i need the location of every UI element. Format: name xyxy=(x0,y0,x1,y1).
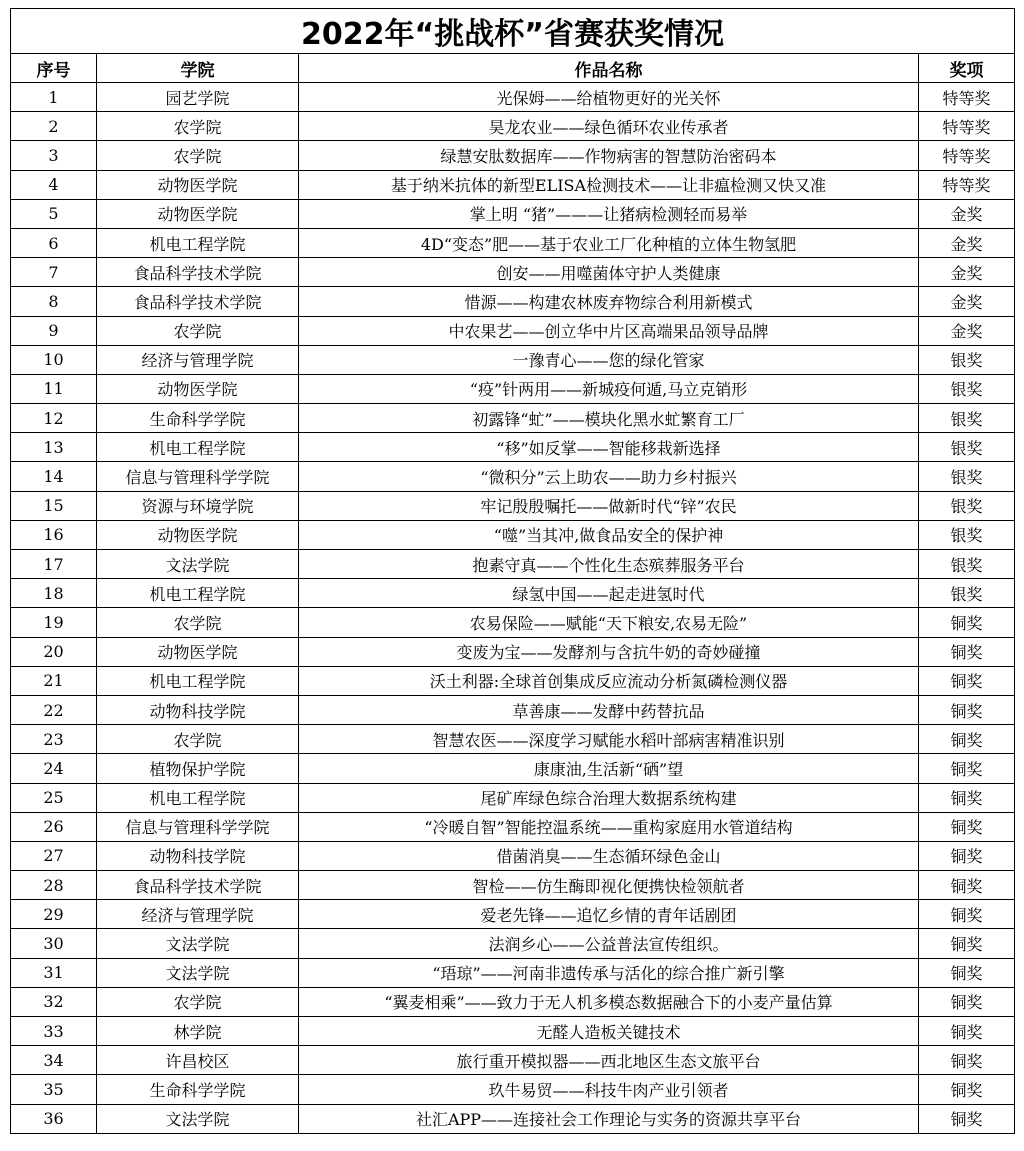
cell-award: 金奖 xyxy=(919,199,1015,228)
cell-index: 19 xyxy=(11,608,97,637)
cell-index: 17 xyxy=(11,550,97,579)
cell-index: 14 xyxy=(11,462,97,491)
cell-college: 生命科学学院 xyxy=(97,404,299,433)
table-header-row xyxy=(11,54,1015,83)
cell-college: 文法学院 xyxy=(97,1104,299,1133)
cell-award: 铜奖 xyxy=(919,812,1015,841)
cell-work-title: 沃土利器:全球首创集成反应流动分析氮磷检测仪器 xyxy=(299,666,919,695)
cell-work-title: 中农果艺——创立华中片区高端果品领导品牌 xyxy=(299,316,919,345)
table-row xyxy=(11,579,1015,608)
cell-work-title: 变废为宝——发酵剂与含抗牛奶的奇妙碰撞 xyxy=(299,637,919,666)
cell-index: 34 xyxy=(11,1046,97,1075)
table-row xyxy=(11,1046,1015,1075)
cell-college: 植物保护学院 xyxy=(97,754,299,783)
cell-work-title: “疫”针两用——新城疫何遁,马立克销形 xyxy=(299,374,919,403)
cell-work-title: “微积分”云上助农——助力乡村振兴 xyxy=(299,462,919,491)
cell-college: 动物医学院 xyxy=(97,637,299,666)
cell-index: 2 xyxy=(11,112,97,141)
cell-index: 4 xyxy=(11,170,97,199)
cell-award: 银奖 xyxy=(919,520,1015,549)
cell-college: 信息与管理科学学院 xyxy=(97,462,299,491)
table-row xyxy=(11,404,1015,433)
cell-index: 13 xyxy=(11,433,97,462)
table-row xyxy=(11,841,1015,870)
cell-college: 农学院 xyxy=(97,725,299,754)
cell-award: 铜奖 xyxy=(919,1017,1015,1046)
cell-award: 金奖 xyxy=(919,228,1015,257)
cell-work-title: 农易保险——赋能“天下粮安,农易无险” xyxy=(299,608,919,637)
table-row xyxy=(11,1017,1015,1046)
cell-index: 9 xyxy=(11,316,97,345)
cell-index: 22 xyxy=(11,695,97,724)
cell-award: 银奖 xyxy=(919,579,1015,608)
cell-award: 特等奖 xyxy=(919,83,1015,112)
cell-award: 银奖 xyxy=(919,462,1015,491)
cell-award: 特等奖 xyxy=(919,112,1015,141)
cell-award: 银奖 xyxy=(919,374,1015,403)
cell-work-title: 借菌消臭——生态循环绿色金山 xyxy=(299,841,919,870)
cell-college: 动物医学院 xyxy=(97,374,299,403)
cell-work-title: 抱素守真——个性化生态殡葬服务平台 xyxy=(299,550,919,579)
cell-work-title: 掌上明 “猪”———让猪病检测轻而易举 xyxy=(299,199,919,228)
cell-award: 铜奖 xyxy=(919,783,1015,812)
award-table xyxy=(10,8,1015,1134)
cell-college: 许昌校区 xyxy=(97,1046,299,1075)
cell-award: 铜奖 xyxy=(919,666,1015,695)
cell-college: 资源与环境学院 xyxy=(97,491,299,520)
table-row xyxy=(11,812,1015,841)
cell-college: 文法学院 xyxy=(97,958,299,987)
cell-index: 33 xyxy=(11,1017,97,1046)
cell-index: 30 xyxy=(11,929,97,958)
cell-index: 5 xyxy=(11,199,97,228)
table-row xyxy=(11,725,1015,754)
cell-work-title: 初露锋“虻”——模块化黑水虻繁育工厂 xyxy=(299,404,919,433)
table-row xyxy=(11,112,1015,141)
cell-index: 20 xyxy=(11,637,97,666)
cell-award: 银奖 xyxy=(919,345,1015,374)
table-row xyxy=(11,550,1015,579)
cell-work-title: 智慧农医——深度学习赋能水稻叶部病害精准识别 xyxy=(299,725,919,754)
cell-award: 铜奖 xyxy=(919,929,1015,958)
cell-work-title: 法润乡心——公益普法宣传组织。 xyxy=(299,929,919,958)
cell-award: 铜奖 xyxy=(919,608,1015,637)
column-header-index: 序号 xyxy=(11,54,97,83)
cell-index: 11 xyxy=(11,374,97,403)
cell-work-title: “移”如反掌——智能移栽新选择 xyxy=(299,433,919,462)
cell-work-title: 牢记殷殷嘱托——做新时代“锌”农民 xyxy=(299,491,919,520)
table-row xyxy=(11,287,1015,316)
cell-work-title: 绿氢中国——起走进氢时代 xyxy=(299,579,919,608)
table-row xyxy=(11,228,1015,257)
cell-college: 食品科学技术学院 xyxy=(97,287,299,316)
cell-work-title: 4D“变态”肥——基于农业工厂化种植的立体生物氢肥 xyxy=(299,228,919,257)
table-row xyxy=(11,987,1015,1016)
cell-award: 银奖 xyxy=(919,491,1015,520)
cell-index: 12 xyxy=(11,404,97,433)
cell-index: 31 xyxy=(11,958,97,987)
cell-index: 28 xyxy=(11,871,97,900)
cell-college: 机电工程学院 xyxy=(97,228,299,257)
cell-work-title: 社汇APP——连接社会工作理论与实务的资源共享平台 xyxy=(299,1104,919,1133)
cell-college: 食品科学技术学院 xyxy=(97,258,299,287)
cell-college: 生命科学学院 xyxy=(97,1075,299,1104)
cell-award: 铜奖 xyxy=(919,754,1015,783)
cell-index: 26 xyxy=(11,812,97,841)
cell-award: 金奖 xyxy=(919,287,1015,316)
table-row xyxy=(11,491,1015,520)
table-row xyxy=(11,608,1015,637)
cell-index: 32 xyxy=(11,987,97,1016)
award-sheet xyxy=(10,8,1014,1134)
cell-index: 36 xyxy=(11,1104,97,1133)
table-row xyxy=(11,695,1015,724)
cell-index: 15 xyxy=(11,491,97,520)
cell-index: 29 xyxy=(11,900,97,929)
cell-award: 铜奖 xyxy=(919,1075,1015,1104)
cell-college: 动物科技学院 xyxy=(97,841,299,870)
cell-work-title: 爱老先锋——追忆乡情的青年话剧团 xyxy=(299,900,919,929)
cell-work-title: 康康油,生活新“硒”望 xyxy=(299,754,919,783)
table-row xyxy=(11,900,1015,929)
table-row xyxy=(11,374,1015,403)
cell-work-title: “珸琼”——河南非遗传承与活化的综合推广新引擎 xyxy=(299,958,919,987)
cell-award: 铜奖 xyxy=(919,1046,1015,1075)
cell-college: 机电工程学院 xyxy=(97,579,299,608)
table-row xyxy=(11,520,1015,549)
cell-award: 特等奖 xyxy=(919,170,1015,199)
cell-work-title: 基于纳米抗体的新型ELISA检测技术——让非瘟检测又快又准 xyxy=(299,170,919,199)
cell-award: 金奖 xyxy=(919,258,1015,287)
cell-work-title: “翼麦相乘”——致力于无人机多模态数据融合下的小麦产量估算 xyxy=(299,987,919,1016)
table-row xyxy=(11,783,1015,812)
cell-college: 农学院 xyxy=(97,608,299,637)
cell-college: 林学院 xyxy=(97,1017,299,1046)
table-row xyxy=(11,199,1015,228)
table-row xyxy=(11,958,1015,987)
cell-college: 园艺学院 xyxy=(97,83,299,112)
cell-index: 16 xyxy=(11,520,97,549)
cell-index: 25 xyxy=(11,783,97,812)
cell-award: 铜奖 xyxy=(919,725,1015,754)
table-row xyxy=(11,1104,1015,1133)
cell-index: 35 xyxy=(11,1075,97,1104)
cell-award: 铜奖 xyxy=(919,900,1015,929)
cell-work-title: 智检——仿生酶即视化便携快检领航者 xyxy=(299,871,919,900)
cell-award: 金奖 xyxy=(919,316,1015,345)
cell-work-title: 惜源——构建农林废弃物综合利用新模式 xyxy=(299,287,919,316)
cell-index: 7 xyxy=(11,258,97,287)
table-row xyxy=(11,141,1015,170)
cell-college: 机电工程学院 xyxy=(97,666,299,695)
table-row xyxy=(11,258,1015,287)
cell-college: 经济与管理学院 xyxy=(97,345,299,374)
cell-work-title: “噬”当其冲,做食品安全的保护神 xyxy=(299,520,919,549)
cell-award: 铜奖 xyxy=(919,695,1015,724)
table-row xyxy=(11,433,1015,462)
cell-college: 农学院 xyxy=(97,112,299,141)
cell-award: 特等奖 xyxy=(919,141,1015,170)
cell-index: 24 xyxy=(11,754,97,783)
cell-index: 27 xyxy=(11,841,97,870)
cell-index: 3 xyxy=(11,141,97,170)
cell-work-title: 绿慧安肽数据库——作物病害的智慧防治密码本 xyxy=(299,141,919,170)
cell-index: 6 xyxy=(11,228,97,257)
cell-index: 23 xyxy=(11,725,97,754)
cell-index: 8 xyxy=(11,287,97,316)
cell-college: 文法学院 xyxy=(97,550,299,579)
cell-award: 银奖 xyxy=(919,433,1015,462)
table-row xyxy=(11,316,1015,345)
table-row xyxy=(11,345,1015,374)
cell-award: 铜奖 xyxy=(919,958,1015,987)
cell-index: 1 xyxy=(11,83,97,112)
cell-work-title: 尾矿库绿色综合治理大数据系统构建 xyxy=(299,783,919,812)
cell-college: 机电工程学院 xyxy=(97,783,299,812)
table-row xyxy=(11,666,1015,695)
cell-college: 食品科学技术学院 xyxy=(97,871,299,900)
table-row xyxy=(11,462,1015,491)
cell-award: 铜奖 xyxy=(919,1104,1015,1133)
cell-work-title: 创安——用噬菌体守护人类健康 xyxy=(299,258,919,287)
cell-award: 银奖 xyxy=(919,404,1015,433)
cell-college: 机电工程学院 xyxy=(97,433,299,462)
cell-college: 动物医学院 xyxy=(97,520,299,549)
table-row xyxy=(11,83,1015,112)
cell-college: 农学院 xyxy=(97,987,299,1016)
column-header-award: 奖项 xyxy=(919,54,1015,83)
cell-award: 铜奖 xyxy=(919,987,1015,1016)
cell-college: 动物科技学院 xyxy=(97,695,299,724)
table-row xyxy=(11,754,1015,783)
cell-award: 银奖 xyxy=(919,550,1015,579)
cell-award: 铜奖 xyxy=(919,871,1015,900)
cell-work-title: 昊龙农业——绿色循环农业传承者 xyxy=(299,112,919,141)
table-body xyxy=(11,83,1015,1134)
cell-college: 文法学院 xyxy=(97,929,299,958)
cell-college: 农学院 xyxy=(97,316,299,345)
cell-work-title: 光保姆——给植物更好的光关怀 xyxy=(299,83,919,112)
cell-college: 农学院 xyxy=(97,141,299,170)
column-header-college: 学院 xyxy=(97,54,299,83)
column-header-work-title: 作品名称 xyxy=(299,54,919,83)
table-row xyxy=(11,1075,1015,1104)
cell-work-title: 无醛人造板关键技术 xyxy=(299,1017,919,1046)
cell-work-title: 旅行重开模拟器——西北地区生态文旅平台 xyxy=(299,1046,919,1075)
table-row xyxy=(11,637,1015,666)
cell-work-title: 草善康——发酵中药替抗品 xyxy=(299,695,919,724)
table-row xyxy=(11,871,1015,900)
cell-work-title: 一豫青心——您的绿化管家 xyxy=(299,345,919,374)
cell-college: 信息与管理科学学院 xyxy=(97,812,299,841)
cell-index: 18 xyxy=(11,579,97,608)
cell-award: 铜奖 xyxy=(919,841,1015,870)
cell-college: 动物医学院 xyxy=(97,170,299,199)
cell-award: 铜奖 xyxy=(919,637,1015,666)
cell-index: 21 xyxy=(11,666,97,695)
cell-college: 经济与管理学院 xyxy=(97,900,299,929)
cell-work-title: 玖牛易贸——科技牛肉产业引领者 xyxy=(299,1075,919,1104)
table-row xyxy=(11,170,1015,199)
cell-work-title: “冷暖自智”智能控温系统——重构家庭用水管道结构 xyxy=(299,812,919,841)
cell-college: 动物医学院 xyxy=(97,199,299,228)
page-title: 2022年“挑战杯”省赛获奖情况 xyxy=(11,9,1015,54)
table-row xyxy=(11,929,1015,958)
cell-index: 10 xyxy=(11,345,97,374)
